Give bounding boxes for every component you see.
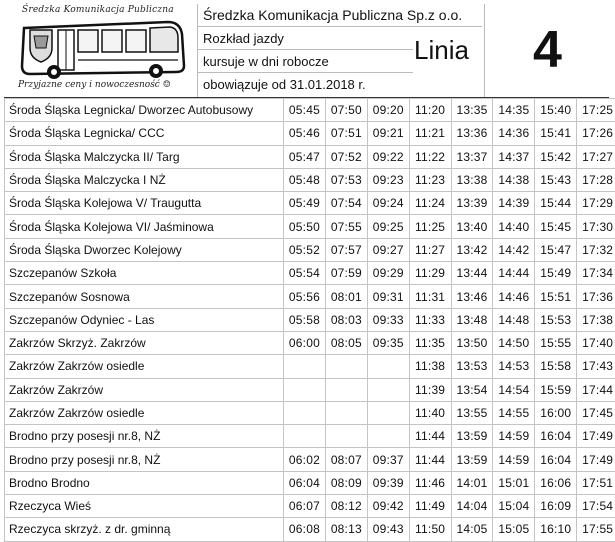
departure-time: 05:52 <box>284 238 326 261</box>
stop-name: Środa Śląska Malczycka I NŻ <box>5 168 284 191</box>
departure-time: 15:51 <box>535 285 577 308</box>
stop-name: Środa Śląska Kolejowa V/ Traugutta <box>5 192 284 215</box>
departure-time: 14:44 <box>493 262 535 285</box>
stop-name: Rzeczyca Wieś <box>5 495 284 518</box>
departure-time: 14:59 <box>493 448 535 471</box>
table-row <box>5 285 615 308</box>
departure-time: 13:35 <box>451 99 493 122</box>
departure-time: 11:21 <box>409 122 451 145</box>
departure-time: 15:53 <box>535 308 577 331</box>
departure-time: 13:40 <box>451 215 493 238</box>
table-row <box>5 401 615 424</box>
departure-time: 08:12 <box>325 495 367 518</box>
departure-time: 15:49 <box>535 262 577 285</box>
departure-time: 13:54 <box>451 378 493 401</box>
table-row <box>5 192 615 215</box>
table-row <box>5 331 615 354</box>
departure-time: 17:45 <box>577 401 615 424</box>
departure-time: 07:55 <box>325 215 367 238</box>
departure-time: 09:27 <box>367 238 409 261</box>
bus-logo-icon <box>18 14 188 80</box>
departure-time: 13:48 <box>451 308 493 331</box>
departure-time: 13:36 <box>451 122 493 145</box>
departure-time <box>284 401 326 424</box>
table-row <box>5 262 615 285</box>
departure-time: 05:58 <box>284 308 326 331</box>
departure-time: 11:39 <box>409 378 451 401</box>
departure-time <box>284 378 326 401</box>
departure-time: 09:29 <box>367 262 409 285</box>
departure-time: 14:38 <box>493 168 535 191</box>
departure-time: 15:05 <box>493 518 535 541</box>
departure-time: 11:44 <box>409 425 451 448</box>
valid-from-date: obowiązuje od 31.01.2018 r. <box>197 73 413 97</box>
departure-time: 05:46 <box>284 122 326 145</box>
departure-time: 11:25 <box>409 215 451 238</box>
departure-time: 15:43 <box>535 168 577 191</box>
departure-time: 11:20 <box>409 99 451 122</box>
departure-time: 17:25 <box>577 99 615 122</box>
table-row <box>5 448 615 471</box>
departure-time <box>284 355 326 378</box>
departure-time: 14:35 <box>493 99 535 122</box>
departure-time <box>367 425 409 448</box>
departure-time: 13:55 <box>451 401 493 424</box>
departure-time: 11:35 <box>409 331 451 354</box>
departure-time: 13:39 <box>451 192 493 215</box>
departure-time: 09:21 <box>367 122 409 145</box>
departure-time: 06:08 <box>284 518 326 541</box>
stop-name: Zakrzów Zakrzów osiedle <box>5 355 284 378</box>
departure-time: 17:26 <box>577 122 615 145</box>
departure-time: 15:40 <box>535 99 577 122</box>
departure-time: 17:49 <box>577 448 615 471</box>
logo-title: Średzka Komunikacja Publiczna <box>22 5 174 15</box>
departure-time: 06:07 <box>284 495 326 518</box>
departure-time: 16:06 <box>535 471 577 494</box>
departure-time: 07:53 <box>325 168 367 191</box>
table-row <box>5 238 615 261</box>
departure-time: 15:45 <box>535 215 577 238</box>
departure-time: 16:04 <box>535 448 577 471</box>
schedule-title: Rozkład jazdy <box>197 27 413 50</box>
departure-time: 17:27 <box>577 145 615 168</box>
timetable-header <box>4 4 609 97</box>
stop-name: Brodno Brodno <box>5 471 284 494</box>
departure-time: 16:10 <box>535 518 577 541</box>
table-row <box>5 215 615 238</box>
departure-time: 11:24 <box>409 192 451 215</box>
departure-time: 13:42 <box>451 238 493 261</box>
stop-name: Brodno przy posesji nr.8, NŻ <box>5 425 284 448</box>
departure-time: 17:29 <box>577 192 615 215</box>
table-row <box>5 495 615 518</box>
departure-time: 15:59 <box>535 378 577 401</box>
departure-time: 08:09 <box>325 471 367 494</box>
departure-time: 15:47 <box>535 238 577 261</box>
departure-time: 06:04 <box>284 471 326 494</box>
departure-time: 07:59 <box>325 262 367 285</box>
departure-time: 11:31 <box>409 285 451 308</box>
departure-time: 13:59 <box>451 448 493 471</box>
departure-time: 11:46 <box>409 471 451 494</box>
departure-time: 07:54 <box>325 192 367 215</box>
departure-time: 11:49 <box>409 495 451 518</box>
departure-time: 08:07 <box>325 448 367 471</box>
departure-time: 14:50 <box>493 331 535 354</box>
departure-time: 17:43 <box>577 355 615 378</box>
stop-name: Środa Śląska Malczycka II/ Targ <box>5 145 284 168</box>
departure-time: 09:33 <box>367 308 409 331</box>
departure-time <box>325 401 367 424</box>
stop-name: Środa Śląska Legnicka/ CCC <box>5 122 284 145</box>
departure-time: 15:55 <box>535 331 577 354</box>
departure-time: 14:42 <box>493 238 535 261</box>
departure-time: 09:25 <box>367 215 409 238</box>
departure-time: 07:57 <box>325 238 367 261</box>
departure-time: 17:55 <box>577 518 615 541</box>
stop-name: Rzeczyca skrzyż. z dr. gminną <box>5 518 284 541</box>
departure-time: 05:56 <box>284 285 326 308</box>
table-row <box>5 308 615 331</box>
departure-time: 13:38 <box>451 168 493 191</box>
table-row <box>5 168 615 191</box>
stop-name: Szczepanów Odyniec - Las <box>5 308 284 331</box>
departure-time: 16:04 <box>535 425 577 448</box>
table-row <box>5 99 615 122</box>
departure-time: 13:46 <box>451 285 493 308</box>
departure-time: 14:04 <box>451 495 493 518</box>
departure-time: 13:59 <box>451 425 493 448</box>
departure-time: 08:03 <box>325 308 367 331</box>
departure-time: 13:37 <box>451 145 493 168</box>
departure-time: 15:44 <box>535 192 577 215</box>
departure-time: 17:44 <box>577 378 615 401</box>
departure-time: 08:01 <box>325 285 367 308</box>
departure-time: 15:04 <box>493 495 535 518</box>
departure-time: 06:02 <box>284 448 326 471</box>
departure-time: 14:01 <box>451 471 493 494</box>
departure-time: 09:43 <box>367 518 409 541</box>
departure-time: 14:48 <box>493 308 535 331</box>
departure-time: 15:58 <box>535 355 577 378</box>
departure-time <box>325 378 367 401</box>
stop-name: Środa Śląska Dworzec Kolejowy <box>5 238 284 261</box>
departure-time: 14:40 <box>493 215 535 238</box>
departure-time: 11:22 <box>409 145 451 168</box>
departure-time: 14:59 <box>493 425 535 448</box>
departure-time: 13:53 <box>451 355 493 378</box>
departure-time: 14:05 <box>451 518 493 541</box>
table-row <box>5 471 615 494</box>
departure-time: 13:50 <box>451 331 493 354</box>
departure-time: 13:44 <box>451 262 493 285</box>
stop-name: Środa Śląska Kolejowa VI/ Jaśminowa <box>5 215 284 238</box>
line-label: Linia <box>399 27 484 73</box>
stop-name: Szczepanów Szkoła <box>5 262 284 285</box>
departure-time: 08:05 <box>325 331 367 354</box>
departure-time: 14:55 <box>493 401 535 424</box>
departure-time: 05:49 <box>284 192 326 215</box>
departure-time <box>284 425 326 448</box>
stop-name: Szczepanów Sosnowa <box>5 285 284 308</box>
departure-time: 11:50 <box>409 518 451 541</box>
departure-time: 07:50 <box>325 99 367 122</box>
stop-name: Zakrzów Skrzyż. Zakrzów <box>5 331 284 354</box>
timetable-grid <box>4 98 615 542</box>
departure-time: 07:52 <box>325 145 367 168</box>
timetable-sheet <box>4 4 609 525</box>
table-row <box>5 378 615 401</box>
departure-time <box>325 425 367 448</box>
logo-slogan: Przyjazne ceny i nowoczesność ☺ <box>18 80 171 90</box>
stop-name: Brodno przy posesji nr.8, NŻ <box>5 448 284 471</box>
departure-time: 14:39 <box>493 192 535 215</box>
departure-time: 17:51 <box>577 471 615 494</box>
departure-time: 11:23 <box>409 168 451 191</box>
departure-time: 15:41 <box>535 122 577 145</box>
departure-time <box>325 355 367 378</box>
company-name: Średzka Komunikacja Publiczna Sp.z o.o. <box>197 4 482 27</box>
departure-time: 05:48 <box>284 168 326 191</box>
departure-time: 09:39 <box>367 471 409 494</box>
departure-time: 05:47 <box>284 145 326 168</box>
departure-time: 14:46 <box>493 285 535 308</box>
departure-time: 05:50 <box>284 215 326 238</box>
departure-time: 05:54 <box>284 262 326 285</box>
departure-time: 11:40 <box>409 401 451 424</box>
table-row <box>5 518 615 541</box>
departure-time: 09:37 <box>367 448 409 471</box>
stop-name: Zakrzów Zakrzów <box>5 378 284 401</box>
departure-time: 09:22 <box>367 145 409 168</box>
departure-time: 05:45 <box>284 99 326 122</box>
departure-time: 11:29 <box>409 262 451 285</box>
departure-time: 09:20 <box>367 99 409 122</box>
departure-time: 14:54 <box>493 378 535 401</box>
stop-name: Zakrzów Zakrzów osiedle <box>5 401 284 424</box>
stop-name: Środa Śląska Legnicka/ Dworzec Autobusowy <box>5 99 284 122</box>
departure-time: 14:36 <box>493 122 535 145</box>
departure-time: 11:38 <box>409 355 451 378</box>
departure-time: 17:40 <box>577 331 615 354</box>
departure-time <box>367 378 409 401</box>
departure-time: 09:42 <box>367 495 409 518</box>
table-row <box>5 122 615 145</box>
departure-time: 07:51 <box>325 122 367 145</box>
departure-time: 11:44 <box>409 448 451 471</box>
table-row <box>5 425 615 448</box>
departure-time: 15:01 <box>493 471 535 494</box>
departure-time: 14:37 <box>493 145 535 168</box>
departure-time: 09:35 <box>367 331 409 354</box>
departure-time: 17:54 <box>577 495 615 518</box>
departure-time <box>367 355 409 378</box>
departure-time: 17:34 <box>577 262 615 285</box>
departure-time: 06:00 <box>284 331 326 354</box>
departure-time: 17:32 <box>577 238 615 261</box>
departure-time: 08:13 <box>325 518 367 541</box>
timetable-body <box>5 99 615 542</box>
departure-time: 11:27 <box>409 238 451 261</box>
departure-time: 09:24 <box>367 192 409 215</box>
departure-time: 17:38 <box>577 308 615 331</box>
company-logo <box>4 4 197 97</box>
departure-time: 16:00 <box>535 401 577 424</box>
departure-time: 17:30 <box>577 215 615 238</box>
departure-time: 16:09 <box>535 495 577 518</box>
departure-time: 14:53 <box>493 355 535 378</box>
departure-time: 11:33 <box>409 308 451 331</box>
table-row <box>5 355 615 378</box>
departure-time: 15:42 <box>535 145 577 168</box>
table-row <box>5 145 615 168</box>
departure-time: 17:49 <box>577 425 615 448</box>
departure-time: 09:31 <box>367 285 409 308</box>
operating-days: kursuje w dni robocze <box>197 50 413 73</box>
line-number: 4 <box>484 4 610 97</box>
departure-time: 17:36 <box>577 285 615 308</box>
departure-time <box>367 401 409 424</box>
departure-time: 17:28 <box>577 168 615 191</box>
departure-time: 09:23 <box>367 168 409 191</box>
